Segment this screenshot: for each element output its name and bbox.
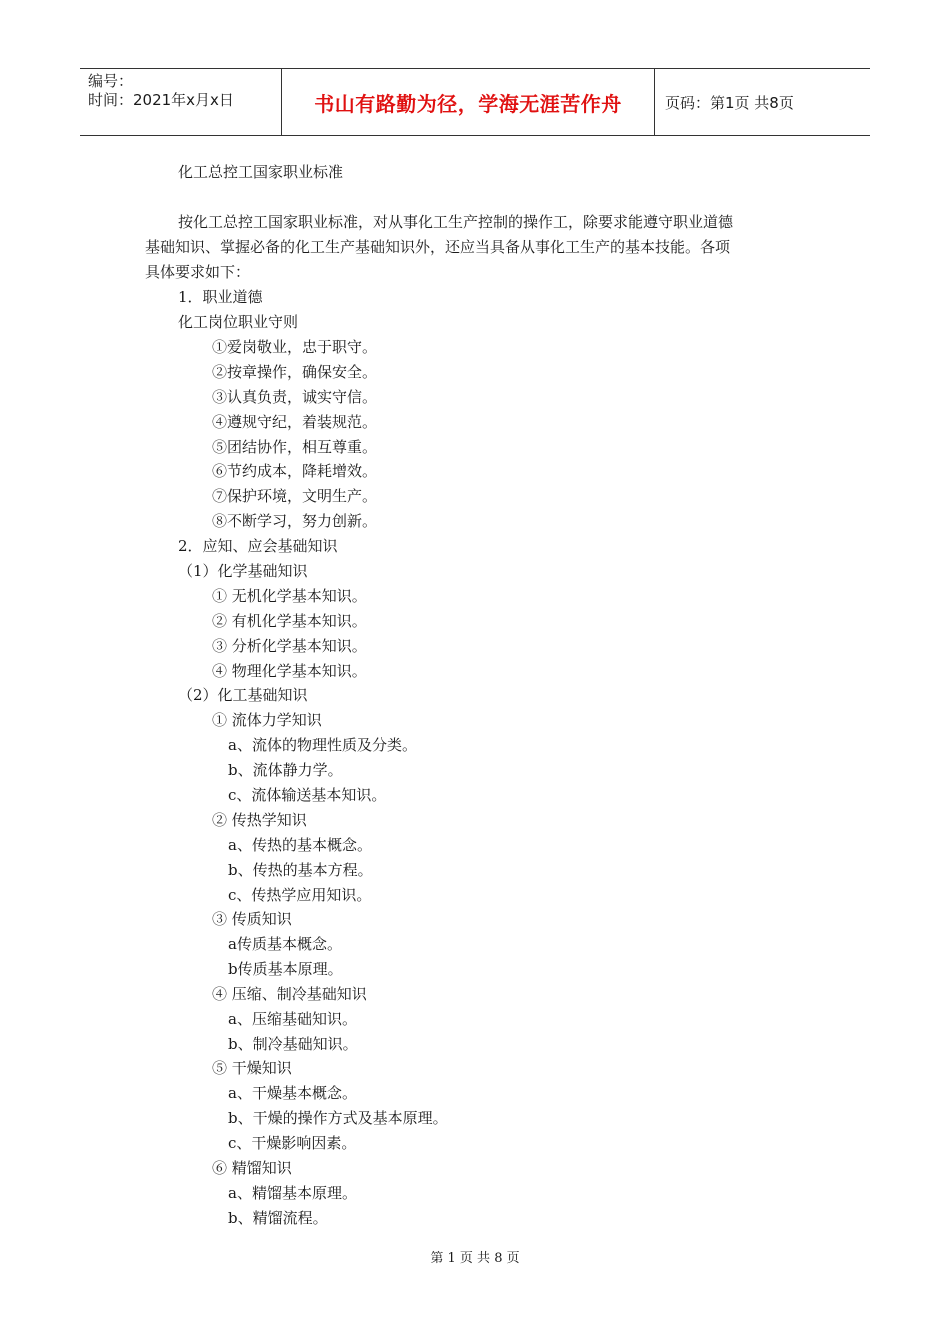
topic-item: b、精馏流程。 xyxy=(228,1209,328,1227)
time-label: 时间：2021年x月x日 xyxy=(88,91,234,109)
topic-item: a、流体的物理性质及分类。 xyxy=(228,736,417,754)
page-info: 页码：第1页 共8页 xyxy=(665,93,794,112)
number-label: 编号： xyxy=(88,72,134,90)
motto: 书山有路勤为径，学海无涯苦作舟 xyxy=(314,91,622,116)
list-item: ② 有机化学基本知识。 xyxy=(212,612,367,630)
topic-item: a、精馏基本原理。 xyxy=(228,1184,357,1202)
subsection-heading: 化工岗位职业守则 xyxy=(178,313,299,331)
list-item: ③ 分析化学基本知识。 xyxy=(212,637,367,655)
topic-item: b传质基本原理。 xyxy=(228,960,343,978)
intro-line: 具体要求如下： xyxy=(145,263,251,281)
list-item: ④遵规守纪，着装规范。 xyxy=(212,413,378,431)
intro-line: 按化工总控工国家职业标准，对从事化工生产控制的操作工，除要求能遵守职业道德 xyxy=(178,213,734,231)
topic-item: b、制冷基础知识。 xyxy=(228,1035,358,1053)
list-item: ⑥节约成本，降耗增效。 xyxy=(212,462,378,480)
topic-item: c、流体输送基本知识。 xyxy=(228,786,387,804)
list-item: ⑦保护环境，文明生产。 xyxy=(212,487,378,505)
topic-heading: ① 流体力学知识 xyxy=(212,711,322,729)
topic-heading: ④ 压缩、制冷基础知识 xyxy=(212,985,367,1003)
topic-item: c、传热学应用知识。 xyxy=(228,886,372,904)
topic-item: c、干燥影响因素。 xyxy=(228,1134,357,1152)
subsection-heading: （1）化学基础知识 xyxy=(178,562,308,580)
list-item: ⑤团结协作，相互尊重。 xyxy=(212,438,378,456)
topic-item: b、干燥的操作方式及基本原理。 xyxy=(228,1109,448,1127)
topic-item: a、传热的基本概念。 xyxy=(228,836,372,854)
list-item: ①爱岗敬业，忠于职守。 xyxy=(212,338,378,356)
header-motto-cell xyxy=(282,69,655,135)
topic-item: a、干燥基本概念。 xyxy=(228,1084,357,1102)
header-page-info xyxy=(655,69,870,135)
footer-page-number: 第 1 页 共 8 页 xyxy=(430,1251,520,1266)
list-item: ① 无机化学基本知识。 xyxy=(212,587,367,605)
subsection-heading: （2）化工基础知识 xyxy=(178,686,308,704)
header-meta xyxy=(80,69,282,135)
section-heading: 1．职业道德 xyxy=(178,288,263,306)
list-item: ③认真负责，诚实守信。 xyxy=(212,388,378,406)
list-item: ⑧不断学习，努力创新。 xyxy=(212,512,378,530)
page-header xyxy=(80,68,870,136)
topic-heading: ③ 传质知识 xyxy=(212,910,292,928)
topic-item: b、流体静力学。 xyxy=(228,761,343,779)
list-item: ④ 物理化学基本知识。 xyxy=(212,662,367,680)
topic-item: b、传热的基本方程。 xyxy=(228,861,373,879)
page-footer xyxy=(0,1247,950,1266)
topic-item: a传质基本概念。 xyxy=(228,935,342,953)
topic-heading: ⑤ 干燥知识 xyxy=(212,1059,292,1077)
doc-title: 化工总控工国家职业标准 xyxy=(178,163,344,181)
topic-item: a、压缩基础知识。 xyxy=(228,1010,357,1028)
section-heading: 2．应知、应会基础知识 xyxy=(178,537,338,555)
list-item: ②按章操作，确保安全。 xyxy=(212,363,378,381)
topic-heading: ② 传热学知识 xyxy=(212,811,307,829)
topic-heading: ⑥ 精馏知识 xyxy=(212,1159,292,1177)
intro-line: 基础知识、掌握必备的化工生产基础知识外，还应当具备从事化工生产的基本技能。各项 xyxy=(145,238,731,256)
